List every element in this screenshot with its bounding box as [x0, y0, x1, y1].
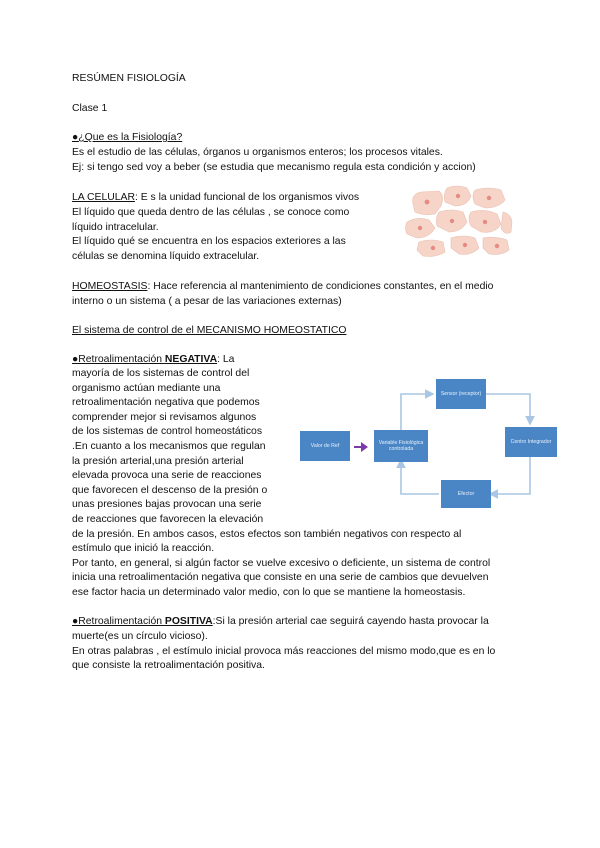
- celular-term: LA CELULAR: [72, 192, 135, 203]
- negativa-line: mayoría de los sistemas de control del: [72, 368, 250, 379]
- celular-line-2: El líquido que queda dentro de las células , se conoce como: [72, 207, 350, 218]
- document-title: RESÚMEN FISIOLOGÍA: [72, 73, 186, 84]
- positiva-term: POSITIVA: [164, 616, 213, 627]
- example-line: Ej: si tengo sed voy a beber (se estudia que mecanismo regula esta condición y accion): [72, 162, 476, 173]
- negativa-full-line: Por tanto, en general, si algún factor se vuelve excesivo o deficiente, un sistema de control: [72, 558, 491, 569]
- arrow-efector-to-variable: [401, 460, 439, 494]
- negativa-line: la presión arterial,una presión arterial: [72, 456, 244, 467]
- celular-line-1: [72, 190, 359, 205]
- negativa-full-line: inicia una retroalimentación negativa que consiste en una serie de cambios que devuelven: [72, 572, 489, 583]
- positiva-prefix: ●Retroalimentación: [72, 616, 165, 627]
- negativa-line: elevada provoca una serie de reacciones: [72, 470, 262, 481]
- control-system-heading: El sistema de control de el MECANISMO HOMEOSTATICO: [72, 325, 347, 336]
- sensor-box: Sensor (receptor): [436, 379, 486, 409]
- negativa-suffix: : La: [217, 354, 235, 365]
- negativa-line: retroalimentación negativa que podemos: [72, 397, 260, 408]
- effector-box: Efector: [441, 480, 491, 508]
- celular-line-5: células se denomina líquido extracelular.: [72, 251, 260, 262]
- celular-line-3: líquido intracelular.: [72, 222, 159, 233]
- positiva-suffix: :Si la presión arterial cae seguirá cayendo hasta provocar la: [212, 616, 489, 627]
- negativa-line: de los sistemas de control homeostáticos: [72, 426, 263, 437]
- homeostasis-definition: : Hace referencia al mantenimiento de condiciones constantes, en el medio: [147, 281, 494, 292]
- positiva-heading-line: [72, 614, 489, 629]
- positiva-line: que consiste la retroalimentación positiva.: [72, 660, 265, 671]
- definition-line-1: Es el estudio de las células, órganos u organismos enteros; los procesos vitales.: [72, 147, 443, 158]
- reference-value-box: Valor de Ref: [300, 431, 350, 461]
- negativa-line: unas presiones bajas provocan una serie: [72, 499, 262, 510]
- homeostasis-line-1: [72, 279, 493, 294]
- positiva-line: muerte(es un círculo vicioso).: [72, 631, 208, 642]
- negativa-line: de reacciones que favorecen la elevación: [72, 514, 264, 525]
- negativa-prefix: ●Retroalimentación: [72, 354, 165, 365]
- feedback-diagram: [298, 376, 554, 512]
- class-label: Clase 1: [72, 103, 108, 114]
- controlled-variable-box: Variable Fisiológica controlada: [374, 430, 428, 462]
- negativa-line: que favorecen el descenso de la presión o: [72, 485, 268, 496]
- homeostasis-term: HOMEOSTASIS: [72, 281, 148, 292]
- arrow-variable-to-sensor: [401, 394, 433, 430]
- purple-arrow-icon: [354, 442, 368, 452]
- negativa-term: NEGATIVA: [164, 354, 218, 365]
- question-heading: ●¿Que es la Fisiología?: [72, 132, 183, 143]
- cells-illustration: [405, 182, 513, 258]
- negativa-line: comprender mejor si revisamos algunos: [72, 412, 257, 423]
- cells-group: [406, 186, 513, 257]
- negativa-line: organismo actúan mediante una: [72, 383, 221, 394]
- integrator-center-box: Centro Integrador: [505, 427, 557, 457]
- arrow-sensor-to-centro: [484, 394, 530, 424]
- positiva-line: En otras palabras , el estímulo inicial provoca más reacciones del mismo modo,que es en lo: [72, 646, 496, 657]
- negativa-full-line: de la presión. En ambos casos, estos efectos son también negativos con respecto al: [72, 529, 462, 540]
- celular-line-4: El líquido qué se encuentra en los espacios exteriores a las: [72, 236, 346, 247]
- arrow-centro-to-efector: [490, 456, 530, 494]
- homeostasis-line-2: interno o un sistema ( a pesar de las variaciones externas): [72, 296, 342, 307]
- negativa-line: .En cuanto a los mecanismos que regulan: [72, 441, 266, 452]
- negativa-heading-line: [72, 352, 234, 367]
- negativa-full-line: estímulo que inició la reacción.: [72, 543, 215, 554]
- negativa-full-line: ese factor hacia un determinado valor medio, con lo que se mantiene la homeostasis.: [72, 587, 466, 598]
- celular-definition: : E s la unidad funcional de los organismos vivos: [134, 192, 360, 203]
